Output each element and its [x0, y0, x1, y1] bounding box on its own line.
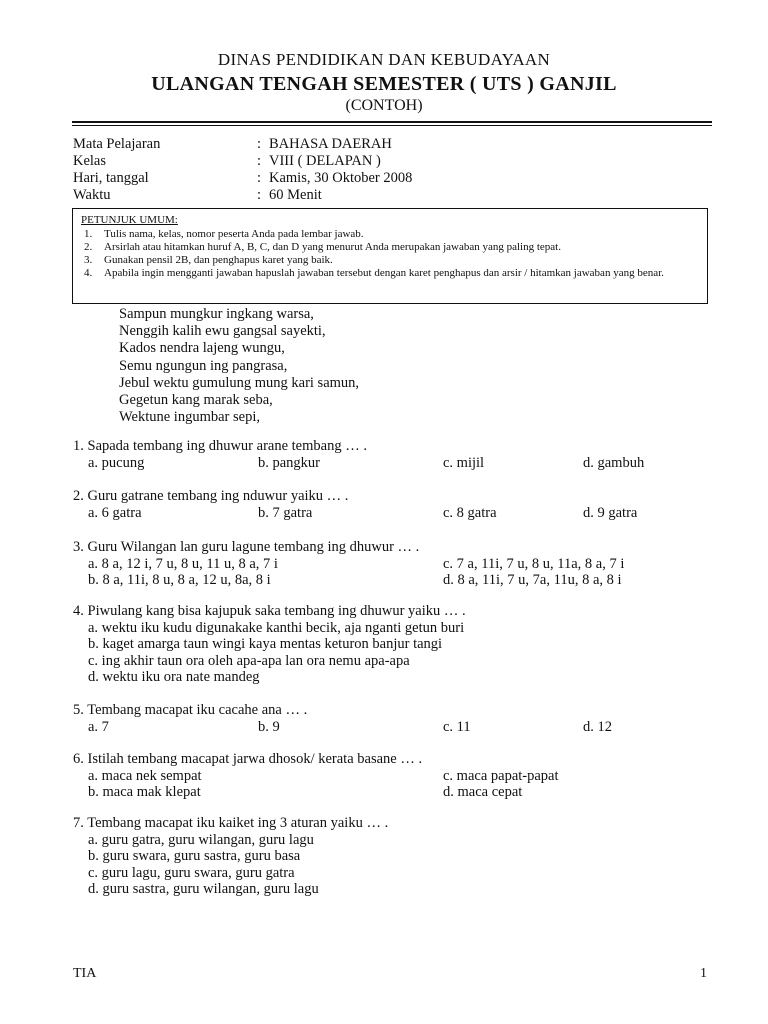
- option-a: a. 8 a, 12 i, 7 u, 8 u, 11 u, 8 a, 7 i: [88, 555, 278, 572]
- instruction-number: 1.: [84, 228, 93, 240]
- question-stem: 5. Tembang macapat iku cacahe ana … .: [73, 702, 308, 718]
- instructions-title: PETUNJUK UMUM:: [81, 214, 178, 226]
- option-d: d. guru sastra, guru wilangan, guru lagu: [88, 881, 319, 897]
- general-instructions-box: [72, 208, 708, 304]
- question-6: [73, 751, 559, 801]
- answer-options: [88, 504, 638, 522]
- meta-value: BAHASA DAERAH: [269, 136, 392, 152]
- meta-colon: :: [257, 153, 262, 169]
- meta-value: Kamis, 30 Oktober 2008: [269, 170, 413, 186]
- question-7: [73, 815, 388, 898]
- option-row: [88, 718, 612, 736]
- question-3: [73, 539, 625, 589]
- option-a: a. 7: [88, 718, 109, 735]
- poem-line: Gegetun kang marak seba,: [119, 392, 273, 409]
- option-d: d. 9 gatra: [583, 504, 638, 521]
- option-c: c. 11: [443, 718, 471, 735]
- answer-options: [88, 832, 388, 898]
- instruction-text: Tulis nama, kelas, nomor peserta Anda pada lembar jawab.: [104, 228, 364, 240]
- option-d: d. 8 a, 11i, 7 u, 7a, 11u, 8 a, 8 i: [443, 572, 622, 588]
- option-b: b. 8 a, 11i, 8 u, 8 a, 12 u, 8a, 8 i: [88, 572, 271, 588]
- header-divider-thin: [72, 125, 712, 126]
- answer-options: [88, 620, 466, 686]
- option-d: d. 12: [583, 718, 612, 735]
- meta-value: VIII ( DELAPAN ): [269, 153, 381, 169]
- option-c: c. 7 a, 11i, 7 u, 8 u, 11a, 8 a, 7 i: [443, 555, 625, 572]
- option-a: a. maca nek sempat: [88, 767, 202, 784]
- option-d: d. wektu iku ora nate mandeg: [88, 669, 260, 685]
- option-b: b. maca mak klepat: [88, 784, 201, 800]
- option-c: c. ing akhir taun ora oleh apa-apa lan ora nemu apa-apa: [88, 652, 410, 669]
- question-stem: 3. Guru Wilangan lan guru lagune tembang ing dhuwur … .: [73, 539, 420, 555]
- instruction-item: [81, 228, 699, 241]
- meta-value: 60 Menit: [269, 187, 322, 203]
- option-a: a. 6 gatra: [88, 504, 142, 521]
- instruction-text: Apabila ingin mengganti jawaban hapuslah jawaban tersebut dengan karet penghapus dan arsir / hitamkan jawaban yang benar.: [104, 267, 664, 279]
- instruction-item: [81, 254, 699, 267]
- option-row: [88, 767, 559, 785]
- option-row: [88, 572, 622, 589]
- header-title: ULANGAN TENGAH SEMESTER ( UTS ) GANJIL: [151, 73, 617, 95]
- meta-label: Hari, tanggal: [73, 170, 149, 186]
- answer-options: [88, 555, 625, 589]
- question-stem: 4. Piwulang kang bisa kajupuk saka tembang ing dhuwur yaiku … .: [73, 603, 466, 619]
- option-b: b. pangkur: [258, 454, 321, 471]
- option-d: d. maca cepat: [443, 784, 523, 800]
- header-subtitle: (CONTOH): [345, 97, 423, 114]
- page-number: 1: [700, 966, 707, 981]
- option-b: b. 7 gatra: [258, 504, 313, 521]
- option-c: c. mijil: [443, 454, 485, 471]
- question-2: [73, 488, 638, 521]
- answer-options: [88, 454, 645, 472]
- header-agency: DINAS PENDIDIKAN DAN KEBUDAYAAN: [217, 50, 551, 69]
- option-b: b. kaget amarga taun wingi kaya mentas keturon banjur tangi: [88, 636, 443, 652]
- meta-label: Waktu: [73, 187, 111, 203]
- option-row: [88, 504, 638, 522]
- meta-colon: :: [257, 136, 262, 152]
- instruction-number: 4.: [84, 267, 93, 279]
- option-b: b. 9: [258, 718, 280, 735]
- poem-line: Kados nendra lajeng wungu,: [119, 340, 285, 357]
- question-stem: 7. Tembang macapat iku kaiket ing 3 aturan yaiku … .: [73, 815, 389, 831]
- question-4: [73, 603, 466, 686]
- option-row: [88, 454, 645, 472]
- header-divider-thick: [72, 121, 712, 123]
- question-5: [73, 702, 612, 735]
- option-c: c. maca papat-papat: [443, 767, 559, 784]
- poem-line: Nenggih kalih ewu gangsal sayekti,: [119, 323, 326, 340]
- option-c: c. guru lagu, guru swara, guru gatra: [88, 864, 295, 881]
- option-b: b. guru swara, guru sastra, guru basa: [88, 848, 301, 864]
- answer-options: [88, 718, 612, 736]
- answer-options: [88, 767, 559, 801]
- question-stem: 2. Guru gatrane tembang ing nduwur yaiku … .: [73, 488, 349, 504]
- instruction-item: [81, 241, 699, 254]
- instruction-text: Gunakan pensil 2B, dan penghapus karet yang baik.: [104, 254, 333, 266]
- poem-line: Sampun mungkur ingkang warsa,: [119, 306, 314, 322]
- meta-label: Kelas: [73, 153, 107, 169]
- option-row: [88, 555, 625, 573]
- option-c: c. 8 gatra: [443, 504, 497, 521]
- instruction-text: Arsirlah atau hitamkan huruf A, B, C, dan D yang menurut Anda merupakan jawaban yang paling tepat.: [104, 241, 561, 253]
- question-1: [73, 438, 645, 471]
- poem-line: Semu ngungun ing pangrasa,: [119, 357, 288, 374]
- option-a: a. wektu iku kudu digunakake kanthi becik, aja nganti getun buri: [88, 619, 465, 636]
- option-a: a. guru gatra, guru wilangan, guru lagu: [88, 831, 314, 848]
- poem-line: Jebul wektu gumulung mung kari samun,: [119, 374, 360, 391]
- meta-colon: :: [257, 187, 262, 203]
- instruction-number: 2.: [84, 241, 93, 253]
- footer-author: TIA: [73, 966, 97, 981]
- option-d: d. gambuh: [583, 454, 645, 471]
- poem-stanza: [119, 306, 359, 426]
- question-stem: 6. Istilah tembang macapat jarwa dhosok/ kerata basane … .: [73, 751, 423, 767]
- poem-line: Wektune ingumbar sepi,: [119, 409, 260, 426]
- option-row: [88, 784, 523, 801]
- option-a: a. pucung: [88, 454, 145, 471]
- meta-colon: :: [257, 170, 262, 186]
- question-stem: 1. Sapada tembang ing dhuwur arane tembang … .: [73, 438, 367, 454]
- instruction-item: [81, 267, 699, 280]
- meta-label: Mata Pelajaran: [73, 136, 161, 152]
- instruction-number: 3.: [84, 254, 93, 266]
